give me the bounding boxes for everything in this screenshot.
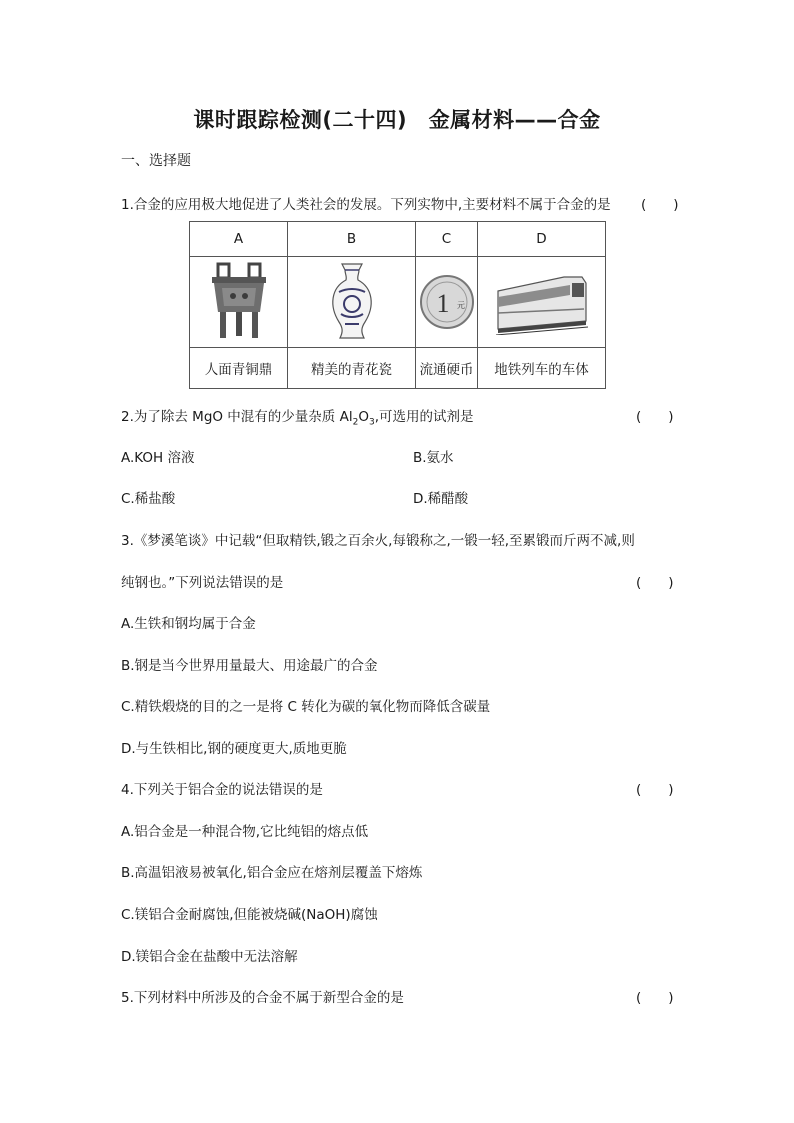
question-4-option-b: B.高温铝液易被氧化,铝合金应在熔剂层覆盖下熔炼	[121, 865, 423, 881]
choice-caption-b: 精美的青花瓷	[288, 348, 416, 389]
question-1-choice-table	[189, 221, 606, 389]
choice-image-a	[190, 257, 288, 348]
question-3-option-d: D.与生铁相比,钢的硬度更大,质地更脆	[121, 741, 347, 757]
question-3-option-b: B.钢是当今世界用量最大、用途最广的合金	[121, 658, 378, 674]
choice-image-d	[478, 257, 606, 348]
question-3-answer-blank: ( )	[636, 575, 674, 591]
question-1-stem: 1.合金的应用极大地促进了人类社会的发展。下列实物中,主要材料不属于合金的是	[121, 197, 611, 213]
question-2-stem	[121, 405, 681, 428]
choice-header-a: A	[190, 222, 288, 257]
page-title: 课时跟踪检测(二十四) 金属材料——合金	[193, 108, 601, 132]
subscript-2: 2	[352, 417, 359, 428]
question-2-option-b: B.氨水	[413, 450, 454, 466]
question-3-option-c: C.精铁煅烧的目的之一是将 C 转化为碳的氧化物而降低含碳量	[121, 699, 491, 715]
question-3-option-a: A.生铁和钢均属于合金	[121, 616, 256, 632]
subway-train-icon	[494, 269, 590, 335]
choice-caption-a: 人面青铜鼎	[190, 348, 288, 389]
coin-icon	[419, 274, 475, 330]
coin-value: 1	[436, 289, 449, 318]
choice-image-b	[288, 257, 416, 348]
question-4-stem: 4.下列关于铝合金的说法错误的是	[121, 782, 323, 798]
question-4-option-c: C.镁铝合金耐腐蚀,但能被烧碱(NaOH)腐蚀	[121, 907, 378, 923]
question-2-option-c: C.稀盐酸	[121, 491, 176, 507]
question-3-stem-line-2: 纯钢也。”下列说法错误的是	[121, 575, 284, 591]
choice-header-b: B	[288, 222, 416, 257]
question-5-stem: 5.下列材料中所涉及的合金不属于新型合金的是	[121, 990, 404, 1006]
choice-caption-d: 地铁列车的车体	[478, 348, 606, 389]
question-2-stem-prefix: 2.为了除去 MgO 中混有的少量杂质 Al	[121, 409, 353, 425]
question-4-answer-blank: ( )	[636, 782, 674, 798]
section-heading: 一、选择题	[121, 153, 191, 169]
question-3-stem-line-1: 3.《梦溪笔谈》中记载“但取精铁,锻之百余火,每锻称之,一锻一轻,至累锻而斤两不减,则	[121, 533, 635, 549]
question-2-answer-blank: ( )	[636, 409, 674, 425]
subscript-3: 3	[368, 417, 375, 428]
choice-header-c: C	[416, 222, 478, 257]
choice-caption-c: 流通硬币	[416, 348, 478, 389]
question-4-option-d: D.镁铝合金在盐酸中无法溶解	[121, 949, 298, 965]
porcelain-vase-icon	[327, 262, 377, 342]
question-1-answer-blank: ( )	[641, 197, 679, 213]
question-2-option-a: A.KOH 溶液	[121, 450, 195, 466]
question-4-option-a: A.铝合金是一种混合物,它比纯铝的熔点低	[121, 824, 369, 840]
question-2-option-d: D.稀醋酸	[413, 491, 469, 507]
question-2-stem-suffix: ,可选用的试剂是	[374, 409, 474, 425]
bronze-ding-icon	[208, 262, 270, 342]
svg-text:元: 元	[456, 301, 465, 310]
question-5-answer-blank: ( )	[636, 990, 674, 1006]
question-2-stem-mid: O	[358, 409, 369, 425]
choice-header-d: D	[478, 222, 606, 257]
choice-image-c	[416, 257, 478, 348]
